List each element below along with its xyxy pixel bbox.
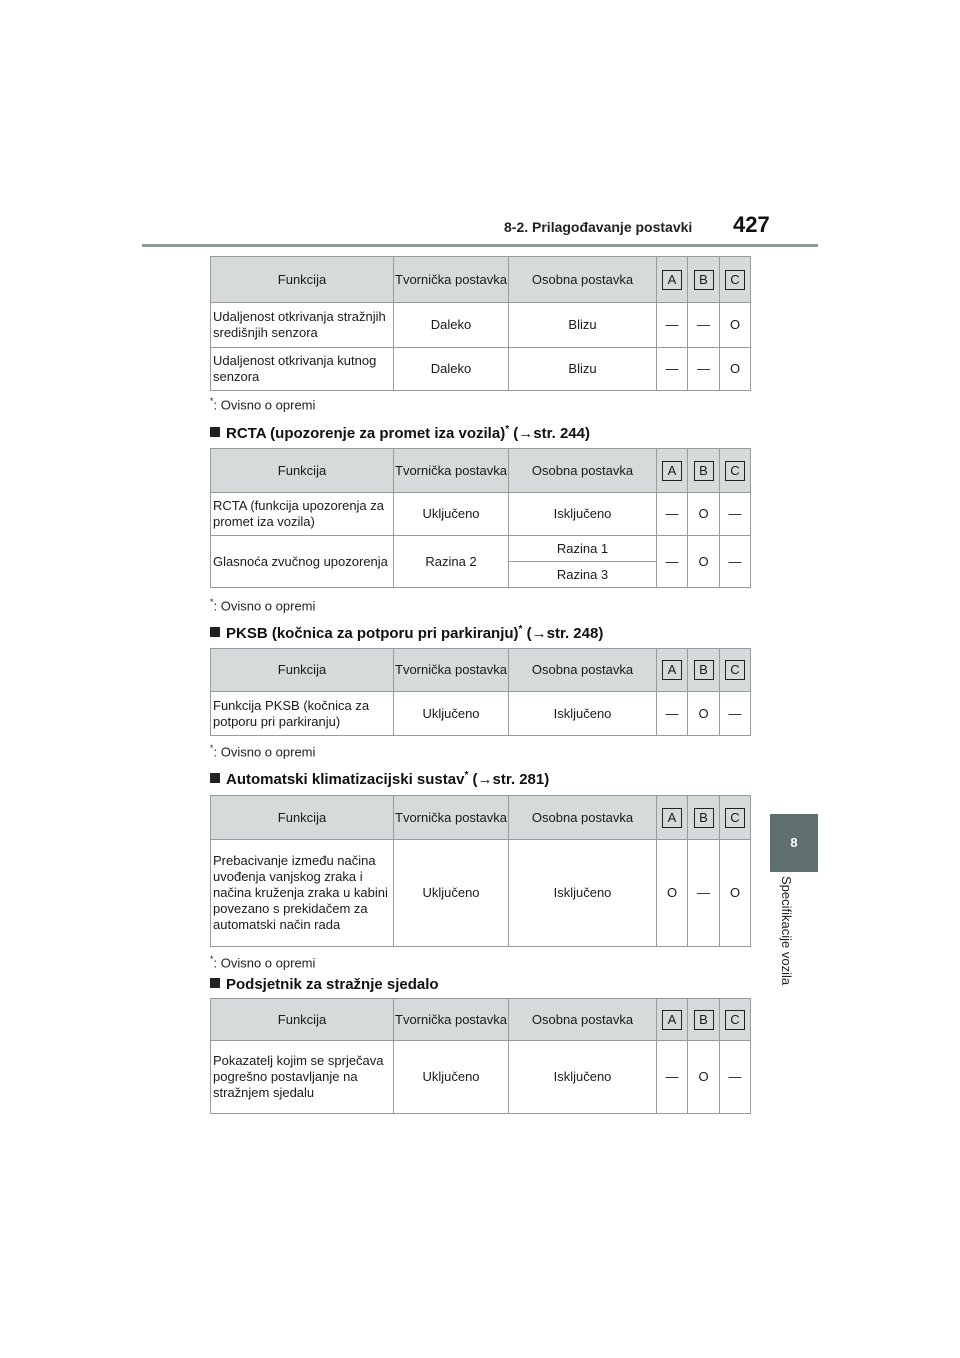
footnote: *: Ovisno o opremi <box>210 743 316 760</box>
c-cell: O <box>720 840 751 947</box>
factory-cell: Daleko <box>394 303 509 348</box>
personal-cell: Isključeno <box>509 692 657 736</box>
method-b-box: B <box>694 461 714 481</box>
personal-cell: Blizu <box>509 303 657 348</box>
col-header-factory-setting: Tvornička postavka <box>394 999 509 1041</box>
factory-cell: Uključeno <box>394 692 509 736</box>
personal-cell: Isključeno <box>509 1041 657 1114</box>
col-header-function: Funkcija <box>211 649 394 692</box>
function-cell: RCTA (funkcija upozorenja za promet iza vozila) <box>211 493 394 536</box>
table-row <box>211 692 751 736</box>
b-cell: O <box>688 1041 720 1114</box>
chapter-tab-label: Specifikacije vozila <box>779 876 794 986</box>
col-header-factory-setting: Tvornička postavka <box>394 257 509 303</box>
method-c-box: C <box>725 660 745 680</box>
personal-cell: Isključeno <box>509 840 657 947</box>
personal-cell: Razina 3 <box>509 562 657 588</box>
settings-table-rcta <box>210 448 751 588</box>
section-heading-rcta: RCTA (upozorenje za promet iza vozila)* (→str. 244) <box>210 424 590 442</box>
factory-cell: Daleko <box>394 348 509 391</box>
square-bullet-icon <box>210 978 220 988</box>
col-header-c <box>720 449 751 493</box>
function-cell: Glasnoća zvučnog upozorenja <box>211 536 394 588</box>
col-header-a <box>657 796 688 840</box>
method-a-box: A <box>662 1010 682 1030</box>
col-header-a <box>657 257 688 303</box>
col-header-c <box>720 649 751 692</box>
footnote: *: Ovisno o opremi <box>210 954 316 971</box>
col-header-a <box>657 999 688 1041</box>
page-number: 427 <box>733 212 770 237</box>
factory-cell: Uključeno <box>394 1041 509 1114</box>
c-cell: O <box>720 348 751 391</box>
method-b-box: B <box>694 270 714 290</box>
a-cell: — <box>657 493 688 536</box>
method-c-box: C <box>725 808 745 828</box>
factory-cell: Uključeno <box>394 840 509 947</box>
factory-cell: Uključeno <box>394 493 509 536</box>
col-header-personal-setting: Osobna postavka <box>509 796 657 840</box>
a-cell: — <box>657 1041 688 1114</box>
header-section-title: 8-2. Prilagođavanje postavki <box>504 219 693 235</box>
table-row <box>211 1041 751 1114</box>
b-cell: — <box>688 303 720 348</box>
square-bullet-icon <box>210 427 220 437</box>
footnote: *: Ovisno o opremi <box>210 396 316 413</box>
a-cell: — <box>657 692 688 736</box>
personal-cell: Blizu <box>509 348 657 391</box>
method-b-box: B <box>694 1010 714 1030</box>
settings-table-pksb <box>210 648 751 736</box>
b-cell: O <box>688 493 720 536</box>
table-row <box>211 536 751 562</box>
a-cell: — <box>657 348 688 391</box>
section-heading-climate: Automatski klimatizacijski sustav* (→str. 281) <box>210 770 549 788</box>
col-header-factory-setting: Tvornička postavka <box>394 449 509 493</box>
factory-cell: Razina 2 <box>394 536 509 588</box>
settings-table-climate <box>210 795 751 947</box>
table-row <box>211 493 751 536</box>
settings-table-sensor-distance <box>210 256 751 391</box>
footnote: *: Ovisno o opremi <box>210 597 316 614</box>
col-header-b <box>688 999 720 1041</box>
section-heading-rear-seat-reminder: Podsjetnik za stražnje sjedalo <box>210 976 439 993</box>
col-header-function: Funkcija <box>211 449 394 493</box>
col-header-b <box>688 796 720 840</box>
header-rule <box>142 244 818 247</box>
function-cell: Pokazatelj kojim se sprječava pogrešno postavljanje na stražnjem sjedalu <box>211 1041 394 1114</box>
c-cell: — <box>720 493 751 536</box>
table-row <box>211 348 751 391</box>
b-cell: — <box>688 348 720 391</box>
col-header-b <box>688 449 720 493</box>
a-cell: — <box>657 536 688 588</box>
personal-cell: Isključeno <box>509 493 657 536</box>
col-header-personal-setting: Osobna postavka <box>509 649 657 692</box>
method-a-box: A <box>662 270 682 290</box>
method-b-box: B <box>694 808 714 828</box>
chapter-tab: 8 <box>770 814 818 872</box>
function-cell: Funkcija PKSB (kočnica za potporu pri parkiranju) <box>211 692 394 736</box>
b-cell: O <box>688 536 720 588</box>
table-row <box>211 303 751 348</box>
col-header-personal-setting: Osobna postavka <box>509 449 657 493</box>
method-c-box: C <box>725 461 745 481</box>
col-header-b <box>688 649 720 692</box>
col-header-c <box>720 999 751 1041</box>
function-cell: Udaljenost otkrivanja kutnog senzora <box>211 348 394 391</box>
col-header-c <box>720 796 751 840</box>
method-c-box: C <box>725 270 745 290</box>
col-header-factory-setting: Tvornička postavka <box>394 796 509 840</box>
method-b-box: B <box>694 660 714 680</box>
method-c-box: C <box>725 1010 745 1030</box>
square-bullet-icon <box>210 627 220 637</box>
a-cell: O <box>657 840 688 947</box>
function-cell: Udaljenost otkrivanja stražnjih središnjih senzora <box>211 303 394 348</box>
col-header-c <box>720 257 751 303</box>
col-header-function: Funkcija <box>211 999 394 1041</box>
col-header-factory-setting: Tvornička postavka <box>394 649 509 692</box>
b-cell: O <box>688 692 720 736</box>
b-cell: — <box>688 840 720 947</box>
method-a-box: A <box>662 461 682 481</box>
personal-cell: Razina 1 <box>509 536 657 562</box>
c-cell: — <box>720 692 751 736</box>
table-row <box>211 840 751 947</box>
a-cell: — <box>657 303 688 348</box>
col-header-function: Funkcija <box>211 257 394 303</box>
method-a-box: A <box>662 808 682 828</box>
col-header-a <box>657 449 688 493</box>
method-a-box: A <box>662 660 682 680</box>
col-header-personal-setting: Osobna postavka <box>509 257 657 303</box>
function-cell: Prebacivanje između načina uvođenja vanjskog zraka i načina kruženja zraka u kabini povezano s prekidačem za automatski način rada <box>211 840 394 947</box>
c-cell: — <box>720 1041 751 1114</box>
col-header-a <box>657 649 688 692</box>
col-header-function: Funkcija <box>211 796 394 840</box>
square-bullet-icon <box>210 773 220 783</box>
settings-table-rear-seat-reminder <box>210 998 751 1114</box>
c-cell: — <box>720 536 751 588</box>
col-header-b <box>688 257 720 303</box>
section-heading-pksb: PKSB (kočnica za potporu pri parkiranju)* (→str. 248) <box>210 624 603 642</box>
c-cell: O <box>720 303 751 348</box>
col-header-personal-setting: Osobna postavka <box>509 999 657 1041</box>
